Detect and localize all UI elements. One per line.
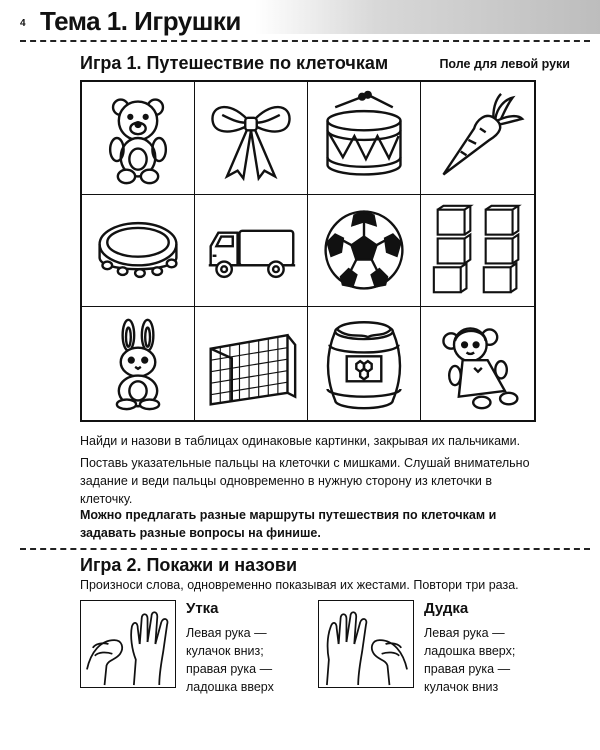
grid-cell-doll[interactable]	[421, 307, 534, 420]
divider-top	[20, 40, 590, 42]
game2-intro: Произноси слова, одновременно показывая их жестами. Повтори три раза.	[80, 578, 519, 592]
grid-cell-bunny[interactable]	[82, 307, 195, 420]
topic-title: Тема 1. Игрушки	[40, 6, 241, 36]
goal-icon	[203, 316, 299, 412]
grid-cell-barrel[interactable]	[308, 307, 421, 420]
field-label: Поле для левой руки	[439, 57, 570, 71]
tambourine-icon	[90, 202, 186, 298]
soccer-ball-icon	[316, 202, 412, 298]
game1-title: Игра 1. Путешествие по клеточкам	[80, 53, 389, 73]
instruction-routes: Можно предлагать разные маршруты путешествия по клеточкам и задавать разные вопросы на финише.	[80, 508, 497, 541]
truck-icon	[203, 202, 299, 298]
teddy-bear-icon	[90, 90, 186, 186]
page-number: 4	[20, 18, 26, 29]
instruction-find: Найди и назови в таблицах одинаковые картинки, закрывая их пальчиками.	[80, 434, 521, 448]
grid-cell-tambourine[interactable]	[82, 195, 195, 308]
hands-gesture-pipe	[318, 600, 414, 688]
instruction-fingers: Поставь указательные пальцы на клеточки с мишками. Слушай внимательно задание и веди пальцы одновременно в нужную сторону из клеточки в клеточку.	[80, 456, 530, 507]
grid-cell-blocks[interactable]	[421, 195, 534, 308]
header-shade	[255, 0, 600, 34]
bunny-icon	[90, 316, 186, 412]
carrot-icon	[430, 90, 526, 186]
grid-cell-teddy-bear[interactable]	[82, 82, 195, 195]
barrel-icon	[316, 316, 412, 412]
blocks-icon	[430, 202, 526, 298]
doll-icon	[430, 316, 526, 412]
drum-icon	[316, 90, 412, 186]
grid-cell-goal[interactable]	[195, 307, 308, 420]
grid-cell-carrot[interactable]	[421, 82, 534, 195]
game2-title: Игра 2. Покажи и назови	[80, 555, 298, 575]
grid-cell-drum[interactable]	[308, 82, 421, 195]
desc-pipe: Левая рука — ладошка вверх; правая рука — кулачок вниз	[424, 626, 516, 695]
picture-grid	[80, 80, 536, 422]
hands-icon	[81, 601, 175, 687]
word-duck: Утка	[186, 600, 219, 617]
hands-gesture-duck	[80, 600, 176, 688]
hands-icon	[319, 601, 413, 687]
bow-icon	[203, 90, 299, 186]
desc-duck: Левая рука — кулачок вниз; правая рука — ладошка вверх	[186, 626, 274, 695]
divider-middle	[20, 548, 590, 550]
grid-cell-soccer-ball[interactable]	[308, 195, 421, 308]
grid-cell-truck[interactable]	[195, 195, 308, 308]
word-pipe: Дудка	[424, 600, 469, 617]
grid-cell-bow[interactable]	[195, 82, 308, 195]
